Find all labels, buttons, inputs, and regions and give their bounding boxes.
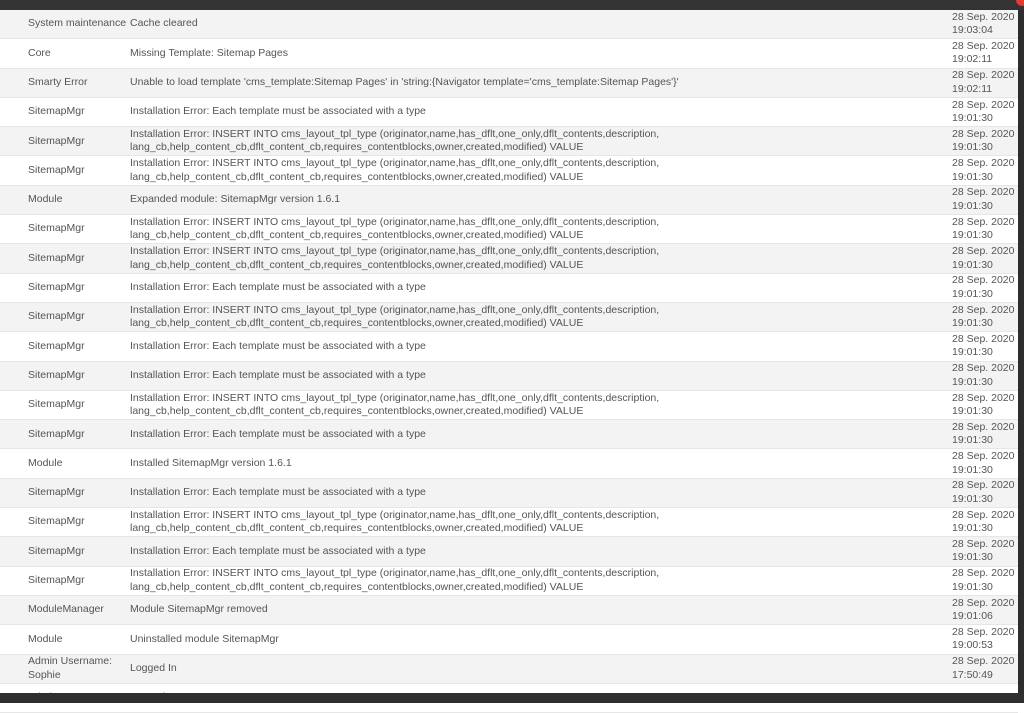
log-timestamp <box>925 479 1022 506</box>
log-message: Installation Error: INSERT INTO cms_layout_tpl_type (originator,name,has_dflt,one_only,dflt_contents,description, lang_cb,help_content_cb,dflt_content_cb,requires_contentblocks,owner,created,modified) VALUE <box>130 245 660 271</box>
log-time: 19:01:30 <box>952 434 993 447</box>
log-timestamp <box>925 186 1022 213</box>
log-time: 19:02:11 <box>952 82 993 95</box>
log-date: 28 Sep. 2020 <box>952 69 1015 82</box>
log-date: 28 Sep. 2020 <box>952 508 1015 521</box>
log-date: 28 Sep. 2020 <box>952 655 1015 668</box>
table-row <box>0 156 1018 185</box>
log-timestamp <box>925 362 1022 389</box>
table-row <box>0 596 1018 625</box>
log-message: Installation Error: Each template must be associated with a type <box>130 427 426 440</box>
log-time: 19:01:30 <box>952 199 993 212</box>
log-timestamp <box>925 626 1022 653</box>
table-row <box>0 39 1018 68</box>
log-date: 28 Sep. 2020 <box>952 303 1015 316</box>
log-date: 28 Sep. 2020 <box>952 274 1015 287</box>
log-timestamp <box>925 333 1022 360</box>
log-timestamp <box>925 11 1022 38</box>
table-row <box>0 274 1018 303</box>
log-time: 19:01:30 <box>952 170 993 183</box>
log-date: 28 Sep. 2020 <box>952 567 1015 580</box>
log-message: Cache cleared <box>130 17 198 30</box>
table-row <box>0 391 1018 420</box>
log-message: Missing Template: Sitemap Pages <box>130 46 288 59</box>
log-date: 28 Sep. 2020 <box>952 127 1015 140</box>
log-message: Installation Error: Each template must be associated with a type <box>130 544 426 557</box>
log-date: 28 Sep. 2020 <box>952 450 1015 463</box>
log-time: 19:03:04 <box>952 24 993 37</box>
log-source: Module <box>28 456 63 469</box>
table-row <box>0 215 1018 244</box>
log-message: Installation Error: INSERT INTO cms_layout_tpl_type (originator,name,has_dflt,one_only,dflt_contents,description, lang_cb,help_content_cb,dflt_content_cb,requires_contentblocks,owner,created,modified) VALUE <box>130 303 660 330</box>
log-source: SitemapMgr <box>28 368 85 381</box>
table-row <box>0 508 1018 537</box>
log-message: Installation Error: Each template must be associated with a type <box>130 339 426 352</box>
log-time: 19:01:30 <box>952 258 993 271</box>
log-date: 28 Sep. 2020 <box>952 537 1015 550</box>
log-date: 28 Sep. 2020 <box>952 391 1015 404</box>
log-time: 19:00:53 <box>952 639 993 652</box>
log-source: Smarty Error <box>28 75 88 88</box>
log-source: SitemapMgr <box>28 427 85 440</box>
log-time: 19:01:30 <box>952 580 993 593</box>
log-message: Module SitemapMgr removed <box>130 603 268 616</box>
log-timestamp <box>925 421 1022 448</box>
log-message: Installation Error: Each template must be associated with a type <box>130 486 426 499</box>
log-timestamp <box>925 304 1022 331</box>
log-date: 28 Sep. 2020 <box>952 245 1015 258</box>
admin-log-table <box>0 10 1018 713</box>
log-source: SitemapMgr <box>28 251 85 264</box>
log-time: 19:01:30 <box>952 551 993 564</box>
bottom-bar <box>0 693 1024 703</box>
log-message: Installation Error: INSERT INTO cms_layout_tpl_type (originator,name,has_dflt,one_only,dflt_contents,description, lang_cb,help_content_cb,dflt_content_cb,requires_contentblocks,owner,created,modified) VALUE <box>130 391 660 417</box>
log-timestamp <box>925 40 1022 67</box>
table-row <box>0 567 1018 596</box>
log-message: Installation Error: INSERT INTO cms_layout_tpl_type (originator,name,has_dflt,one_only,dflt_contents,description, lang_cb,help_content_cb,dflt_content_cb,requires_contentblocks,owner,created,modified) VALUE <box>130 508 660 535</box>
log-timestamp <box>925 655 1022 682</box>
log-source: SitemapMgr <box>28 574 85 587</box>
log-source: SitemapMgr <box>28 281 85 294</box>
log-date: 28 Sep. 2020 <box>952 157 1015 170</box>
log-date: 28 Sep. 2020 <box>952 98 1015 111</box>
log-source: SitemapMgr <box>28 398 85 411</box>
table-row <box>0 69 1018 98</box>
log-timestamp <box>925 274 1022 301</box>
table-row <box>0 10 1018 39</box>
log-date: 28 Sep. 2020 <box>952 362 1015 375</box>
log-source: SitemapMgr <box>28 310 85 323</box>
table-row <box>0 655 1018 684</box>
table-row <box>0 127 1018 156</box>
log-timestamp <box>925 597 1022 624</box>
log-time: 19:01:30 <box>952 522 993 535</box>
table-row <box>0 98 1018 127</box>
log-date: 28 Sep. 2020 <box>952 625 1015 638</box>
table-row <box>0 537 1018 566</box>
log-message: Installation Error: Each template must be associated with a type <box>130 281 426 294</box>
log-time: 19:01:30 <box>952 112 993 125</box>
log-message: Installation Error: INSERT INTO cms_layout_tpl_type (originator,name,has_dflt,one_only,dflt_contents,description, lang_cb,help_content_cb,dflt_content_cb,requires_contentblocks,owner,created,modified) VALUE <box>130 567 660 593</box>
log-timestamp <box>925 509 1022 536</box>
table-row <box>0 479 1018 508</box>
log-source: Module <box>28 193 63 206</box>
log-message: Logged In <box>130 661 177 674</box>
top-bar <box>0 0 1024 10</box>
log-source: ModuleManager <box>28 603 104 616</box>
table-row <box>0 186 1018 215</box>
table-row <box>0 332 1018 361</box>
log-timestamp <box>925 538 1022 565</box>
log-source: Module <box>28 632 63 645</box>
log-source: Admin Username: Sophie <box>28 655 113 681</box>
log-time: 19:01:30 <box>952 346 993 359</box>
log-time: 19:01:30 <box>952 463 993 476</box>
log-date: 28 Sep. 2020 <box>952 479 1015 492</box>
table-row <box>0 362 1018 391</box>
log-message: Installation Error: INSERT INTO cms_layout_tpl_type (originator,name,has_dflt,one_only,dflt_contents,description, lang_cb,help_content_cb,dflt_content_cb,requires_contentblocks,owner,created,modified) VALUE <box>130 157 660 183</box>
log-source: Core <box>28 46 51 59</box>
log-message: Uninstalled module SitemapMgr <box>130 632 279 645</box>
log-source: SitemapMgr <box>28 515 85 528</box>
log-timestamp <box>925 157 1022 184</box>
table-row <box>0 625 1018 654</box>
log-timestamp <box>925 128 1022 155</box>
log-time: 19:01:30 <box>952 405 993 417</box>
log-date: 28 Sep. 2020 <box>952 420 1015 433</box>
log-date: 28 Sep. 2020 <box>952 332 1015 345</box>
table-row <box>0 420 1018 449</box>
log-time: 19:01:30 <box>952 317 993 330</box>
log-date: 28 Sep. 2020 <box>952 186 1015 199</box>
log-message: Installation Error: Each template must be associated with a type <box>130 105 426 118</box>
log-date: 28 Sep. 2020 <box>952 215 1015 228</box>
log-timestamp <box>925 99 1022 126</box>
notification-dot-icon <box>1016 0 1024 6</box>
log-message: Installation Error: Each template must be associated with a type <box>130 368 426 381</box>
log-message: Installation Error: INSERT INTO cms_layout_tpl_type (originator,name,has_dflt,one_only,dflt_contents,description, lang_cb,help_content_cb,dflt_content_cb,requires_contentblocks,owner,created,modified) VALUE <box>130 215 660 242</box>
log-timestamp <box>925 69 1022 96</box>
log-timestamp <box>925 245 1022 272</box>
log-date: 28 Sep. 2020 <box>952 39 1015 52</box>
log-source: SitemapMgr <box>28 339 85 352</box>
table-row <box>0 303 1018 332</box>
log-message: Installation Error: INSERT INTO cms_layout_tpl_type (originator,name,has_dflt,one_only,dflt_contents,description, lang_cb,help_content_cb,dflt_content_cb,requires_contentblocks,owner,created,modified) VALUE <box>130 127 660 154</box>
log-source: SitemapMgr <box>28 105 85 118</box>
log-time: 19:01:30 <box>952 141 993 154</box>
log-source: SitemapMgr <box>28 544 85 557</box>
log-time: 19:01:30 <box>952 375 993 388</box>
log-time: 19:02:11 <box>952 53 993 66</box>
table-row <box>0 244 1018 273</box>
log-time: 17:50:49 <box>952 668 993 681</box>
log-time: 19:01:06 <box>952 610 993 623</box>
log-time: 19:01:30 <box>952 229 993 242</box>
log-date: 28 Sep. 2020 <box>952 10 1015 23</box>
log-time: 19:01:30 <box>952 287 993 300</box>
log-timestamp <box>925 392 1022 419</box>
table-row <box>0 449 1018 478</box>
log-date: 28 Sep. 2020 <box>952 596 1015 609</box>
log-source: System maintenance <box>28 17 127 30</box>
log-message: Installed SitemapMgr version 1.6.1 <box>130 456 292 469</box>
log-timestamp <box>925 216 1022 243</box>
log-message: Expanded module: SitemapMgr version 1.6.1 <box>130 193 341 206</box>
log-message: Unable to load template 'cms_template:Sitemap Pages' in 'string:{Navigator template='cms_template:Sitemap Pages'}' <box>130 75 679 88</box>
log-source: SitemapMgr <box>28 222 85 235</box>
log-timestamp <box>925 450 1022 477</box>
log-time: 19:01:30 <box>952 492 993 505</box>
log-source: SitemapMgr <box>28 134 85 147</box>
log-source: SitemapMgr <box>28 486 85 499</box>
log-source: SitemapMgr <box>28 163 85 176</box>
log-timestamp <box>925 567 1022 594</box>
scrollbar[interactable] <box>1018 10 1024 693</box>
